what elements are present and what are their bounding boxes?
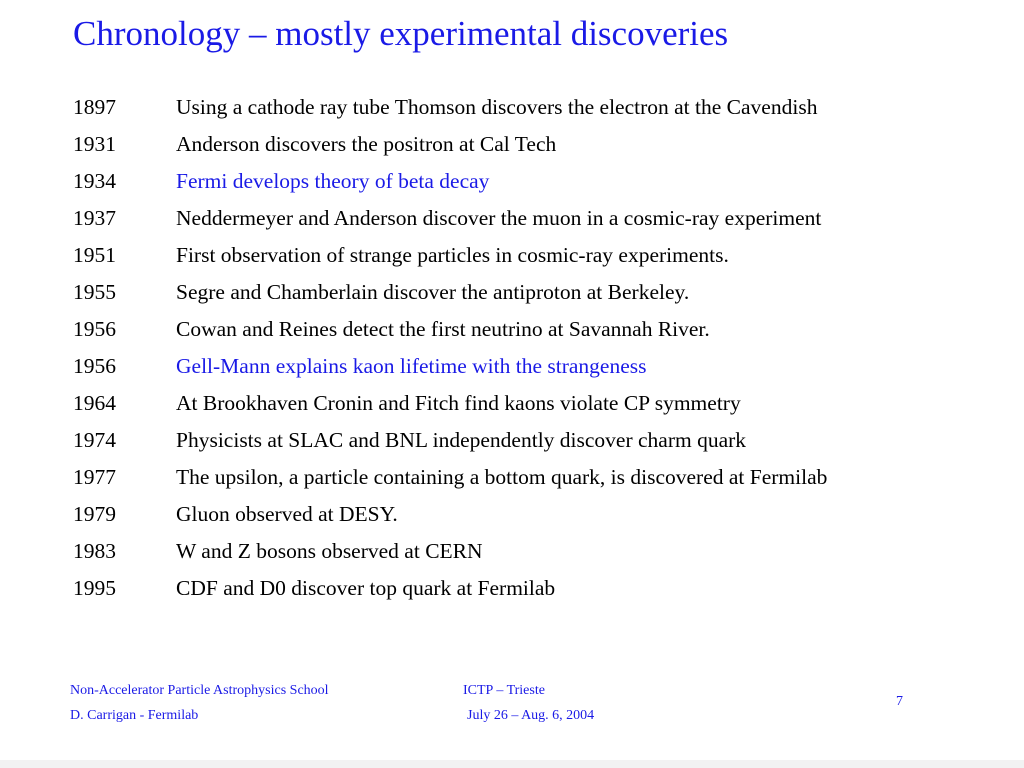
timeline-year: 1995: [73, 576, 116, 600]
timeline-year: 1934: [73, 169, 116, 193]
timeline-year: 1951: [73, 243, 116, 267]
timeline-row: [73, 570, 1003, 607]
footer-school: Non-Accelerator Particle Astrophysics School: [70, 683, 329, 698]
timeline-year: 1955: [73, 280, 116, 304]
timeline-event: Neddermeyer and Anderson discover the muon in a cosmic-ray experiment: [176, 206, 822, 230]
timeline-row: [73, 311, 1003, 348]
timeline-row: [73, 422, 1003, 459]
timeline-row: [73, 533, 1003, 570]
timeline-year: 1937: [73, 206, 116, 230]
timeline-event: Gell-Mann explains kaon lifetime with the strangeness: [176, 354, 647, 378]
timeline-event: The upsilon, a particle containing a bottom quark, is discovered at Fermilab: [176, 465, 828, 489]
timeline-list: [73, 89, 1003, 607]
page-number: 7: [896, 694, 903, 709]
timeline-year: 1931: [73, 132, 116, 156]
timeline-event: Segre and Chamberlain discover the antiproton at Berkeley.: [176, 280, 690, 304]
timeline-row: [73, 89, 1003, 126]
timeline-year: 1956: [73, 317, 116, 341]
timeline-event: At Brookhaven Cronin and Fitch find kaons violate CP symmetry: [176, 391, 741, 415]
timeline-row: [73, 163, 1003, 200]
footer-dates: July 26 – Aug. 6, 2004: [467, 708, 595, 723]
timeline-event: Gluon observed at DESY.: [176, 502, 398, 526]
timeline-event: Fermi develops theory of beta decay: [176, 169, 490, 193]
timeline-event: Physicists at SLAC and BNL independently discover charm quark: [176, 428, 747, 452]
timeline-year: 1977: [73, 465, 116, 489]
timeline-event: First observation of strange particles in cosmic-ray experiments.: [176, 243, 729, 267]
timeline-year: 1974: [73, 428, 116, 452]
page-title: Chronology – mostly experimental discoveries: [73, 14, 729, 53]
timeline-year: 1956: [73, 354, 116, 378]
bottom-divider: [0, 760, 1024, 768]
timeline-row: [73, 459, 1003, 496]
footer-author: D. Carrigan - Fermilab: [70, 708, 199, 723]
timeline-row: [73, 496, 1003, 533]
timeline-event: W and Z bosons observed at CERN: [176, 539, 483, 563]
timeline-row: [73, 237, 1003, 274]
timeline-event: CDF and D0 discover top quark at Fermilab: [176, 576, 556, 600]
timeline-event: Using a cathode ray tube Thomson discovers the electron at the Cavendish: [176, 95, 818, 119]
timeline-row: [73, 385, 1003, 422]
timeline-row: [73, 200, 1003, 237]
timeline-row: [73, 348, 1003, 385]
timeline-year: 1897: [73, 95, 116, 119]
timeline-year: 1979: [73, 502, 116, 526]
timeline-event: Anderson discovers the positron at Cal Tech: [176, 132, 557, 156]
timeline-row: [73, 126, 1003, 163]
timeline-year: 1983: [73, 539, 116, 563]
timeline-event: Cowan and Reines detect the first neutrino at Savannah River.: [176, 317, 710, 341]
timeline-row: [73, 274, 1003, 311]
timeline-year: 1964: [73, 391, 116, 415]
footer-venue: ICTP – Trieste: [463, 683, 545, 698]
